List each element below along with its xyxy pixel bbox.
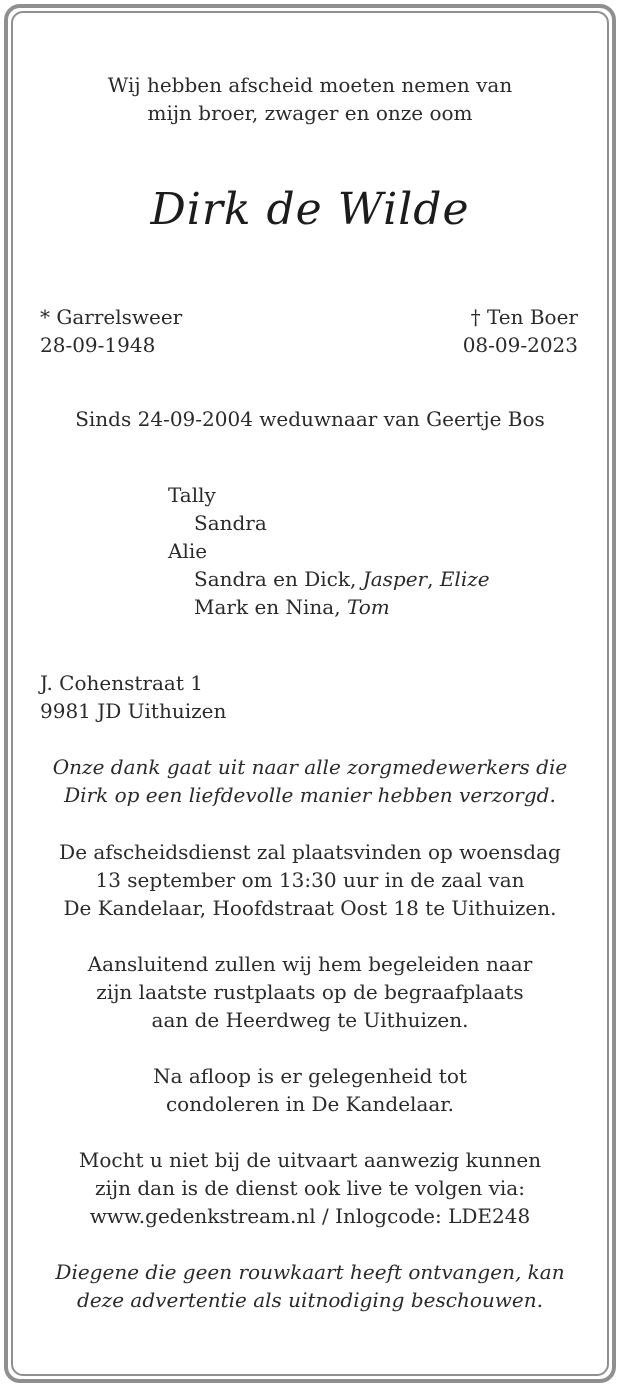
invitation-line-1: Diegene die geen rouwkaart heeft ontvangen, kan [55,1260,565,1284]
burial-line-1: Aansluitend zullen wij hem begeleiden naar [87,952,533,976]
family-line-4-separator: , [427,567,440,591]
thanks-text [0,753,620,809]
death-date: 08-09-2023 [462,333,578,357]
intro-text [0,71,620,127]
intro-line-2: mijn broer, zwager en onze oom [147,101,473,125]
family-line-2: Sandra [194,511,267,535]
family-line-5 [168,593,490,621]
service-line-1: De afscheidsdienst zal plaatsvinden op woensdag [59,840,561,864]
address-street: J. Cohenstraat 1 [40,671,203,695]
condolence-line-1: Na afloop is er gelegenheid tot [153,1064,467,1088]
service-line-2: 13 september om 13:30 uur in de zaal van [95,868,525,892]
invitation-line-2: deze advertentie als uitnodiging beschouwen. [77,1288,543,1312]
address [40,669,226,725]
birth-place: * Garrelsweer [40,305,183,329]
family-line-4-child-2: Elize [439,567,490,591]
burial-line-3: aan de Heerdweg te Uithuizen. [151,1008,469,1032]
invitation-text [0,1258,620,1314]
stream-line-1: Mocht u niet bij de uitvaart aanwezig kunnen [78,1148,542,1172]
widower-line: Sinds 24-09-2004 weduwnaar van Geertje Bos [75,407,545,431]
birth-info [40,303,182,359]
address-city: 9981 JD Uithuizen [40,699,227,723]
condolence-line-2: condoleren in De Kandelaar. [165,1092,455,1116]
death-info [463,303,578,359]
deceased-name: Dirk de Wilde [150,184,470,235]
family-line-4-child-1: Jasper [362,567,428,591]
birth-date: 28-09-1948 [40,333,156,357]
condolence-text [0,1062,620,1118]
stream-line-3: www.gedenkstream.nl / Inlogcode: LDE248 [89,1204,531,1228]
intro-line-1: Wij hebben afscheid moeten nemen van [107,73,513,97]
family-list [168,481,490,621]
service-text [0,838,620,922]
burial-text [0,950,620,1034]
family-line-5-child: Tom [346,595,390,619]
family-line-3: Alie [168,539,208,563]
thanks-line-2: Dirk op een liefdevolle manier hebben verzorgd. [64,783,556,807]
family-line-5-names: Mark en Nina, [194,595,347,619]
widower-text [0,405,620,433]
thanks-line-1: Onze dank gaat uit naar alle zorgmedewerkers die [52,755,568,779]
burial-line-2: zijn laatste rustplaats op de begraafplaats [96,980,524,1004]
stream-line-2: zijn dan is de dienst ook live te volgen via: [95,1176,525,1200]
service-line-3: De Kandelaar, Hoofdstraat Oost 18 te Uithuizen. [63,896,557,920]
death-place: † Ten Boer [470,305,578,329]
family-line-4-names: Sandra en Dick, [194,567,363,591]
stream-text [0,1146,620,1230]
family-line-1: Tally [168,483,216,507]
family-line-4 [168,565,490,593]
